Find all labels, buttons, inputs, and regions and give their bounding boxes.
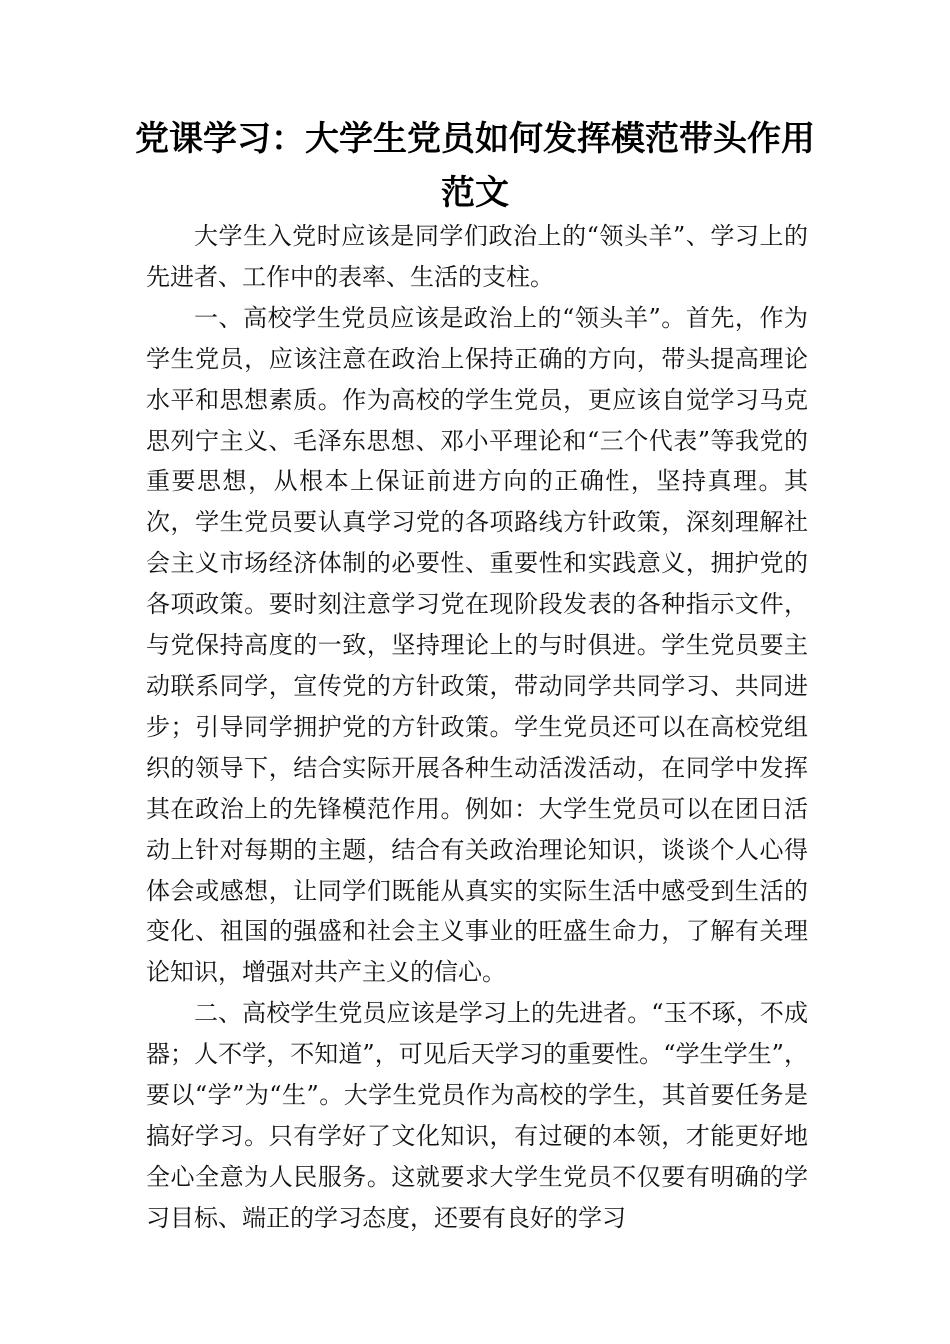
paragraph-intro: 大学生入党时应该是同学们政治上的“领头羊”、学习上的先进者、工作中的表率、生活的支柱。 bbox=[146, 222, 808, 291]
paragraph-political-leader: 一、高校学生党员应该是政治上的“领头羊”。首先，作为学生党员，应该注意在政治上保持正确的方向，带头提高理论水平和思想素质。作为高校的学生党员，更应该自觉学习马克思列宁主义、毛泽东思想、邓小平理论和“三个代表”等我党的重要思想，从根本上保证前进方向的正确性，坚持真理。其次，学生党员要认真学习党的各项路线方针政策，深刻理解社会主义市场经济体制的必要性、重要性和实践意义，拥护党的各项政策。要时刻注意学习党在现阶段发表的各种指示文件，与党保持高度的一致，坚持理论上的与时俱进。学生党员要主动联系同学，宣传党的方针政策，带动同学共同学习、共同进步；引导同学拥护党的方针政策。学生党员还可以在高校党组织的领导下，结合实际开展各种生动活泼活动，在同学中发挥其在政治上的先锋模范作用。例如：大学生党员可以在团日活动上针对每期的主题，结合有关政治理论知识，谈谈个人心得体会或感想，让同学们既能从真实的实际生活中感受到生活的变化、祖国的强盛和社会主义事业的旺盛生命力，了解有关理论知识，增强对共产主义的信心。 bbox=[146, 303, 808, 987]
document-body bbox=[146, 216, 808, 1239]
document-title: 党课学习：大学生党员如何发挥模范带头作用范文 bbox=[135, 119, 815, 213]
paragraph-study-pioneer: 二、高校学生党员应该是学习上的先进者。“玉不琢，不成器；人不学，不知道”，可见后天学习的重要性。“学生学生”，要以“学”为“生”。大学生党员作为高校的学生，其首要任务是搞好学习。只有学好了文化知识，有过硬的本领，才能更好地全心全意为人民服务。这就要求大学生党员不仅要有明确的学习目标、端正的学习态度，还要有良好的学习 bbox=[146, 999, 808, 1232]
